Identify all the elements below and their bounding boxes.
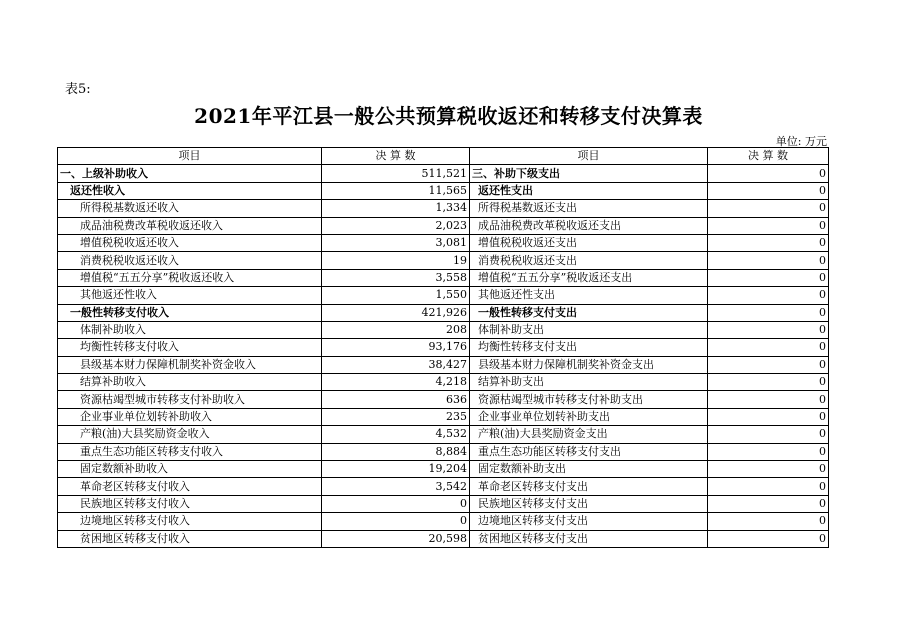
expenditure-item-cell: 增值税税收返还支出 xyxy=(470,234,708,251)
table-header-row xyxy=(58,148,829,165)
expenditure-item-cell: 重点生态功能区转移支付支出 xyxy=(470,443,708,460)
expenditure-amount-cell: 0 xyxy=(708,217,829,234)
table-row xyxy=(58,513,829,530)
table-row xyxy=(58,165,829,182)
page-title: 2021年平江县一般公共预算税收返还和转移支付决算表 xyxy=(194,104,703,128)
expenditure-amount-cell: 0 xyxy=(708,374,829,391)
unit-label: 单位: 万元 xyxy=(775,135,827,148)
income-item-cell: 县级基本财力保障机制奖补资金收入 xyxy=(58,356,322,373)
income-amount-cell: 636 xyxy=(322,391,470,408)
expenditure-item-cell: 贫困地区转移支付支出 xyxy=(470,530,708,547)
expenditure-amount-cell: 0 xyxy=(708,391,829,408)
expenditure-item-cell: 体制补助支出 xyxy=(470,321,708,338)
table-body xyxy=(58,165,829,548)
expenditure-amount-cell: 0 xyxy=(708,269,829,286)
table-row xyxy=(58,287,829,304)
income-amount-cell: 208 xyxy=(322,321,470,338)
table-row xyxy=(58,339,829,356)
expenditure-item-cell: 县级基本财力保障机制奖补资金支出 xyxy=(470,356,708,373)
table-row xyxy=(58,252,829,269)
table-number-label: 表5: xyxy=(65,82,91,97)
income-item-cell: 资源枯竭型城市转移支付补助收入 xyxy=(58,391,322,408)
income-item-cell: 贫困地区转移支付收入 xyxy=(58,530,322,547)
expenditure-amount-cell: 0 xyxy=(708,252,829,269)
income-amount-cell: 93,176 xyxy=(322,339,470,356)
expenditure-item-cell: 消费税税收返还支出 xyxy=(470,252,708,269)
expenditure-amount-cell: 0 xyxy=(708,443,829,460)
table-row xyxy=(58,408,829,425)
expenditure-item-cell: 成品油税费改革税收返还支出 xyxy=(470,217,708,234)
header-left-amount: 决 算 数 xyxy=(322,148,470,165)
expenditure-amount-cell: 0 xyxy=(708,426,829,443)
table-row xyxy=(58,217,829,234)
income-item-cell: 产粮(油)大县奖励资金收入 xyxy=(58,426,322,443)
expenditure-amount-cell: 0 xyxy=(708,234,829,251)
table-row xyxy=(58,234,829,251)
income-amount-cell: 19,204 xyxy=(322,461,470,478)
income-item-cell: 消费税税收返还收入 xyxy=(58,252,322,269)
expenditure-amount-cell: 0 xyxy=(708,200,829,217)
income-item-cell: 一、上级补助收入 xyxy=(58,165,322,182)
expenditure-amount-cell: 0 xyxy=(708,287,829,304)
expenditure-item-cell: 民族地区转移支付支出 xyxy=(470,495,708,512)
income-item-cell: 增值税税收返还收入 xyxy=(58,234,322,251)
income-item-cell: 体制补助收入 xyxy=(58,321,322,338)
income-amount-cell: 3,081 xyxy=(322,234,470,251)
expenditure-amount-cell: 0 xyxy=(708,461,829,478)
income-amount-cell: 1,550 xyxy=(322,287,470,304)
expenditure-item-cell: 革命老区转移支付支出 xyxy=(470,478,708,495)
expenditure-item-cell: 其他返还性支出 xyxy=(470,287,708,304)
header-right-item: 项目 xyxy=(470,148,708,165)
income-amount-cell: 511,521 xyxy=(322,165,470,182)
expenditure-item-cell: 资源枯竭型城市转移支付补助支出 xyxy=(470,391,708,408)
income-item-cell: 其他返还性收入 xyxy=(58,287,322,304)
income-amount-cell: 4,218 xyxy=(322,374,470,391)
table-row xyxy=(58,200,829,217)
income-item-cell: 重点生态功能区转移支付收入 xyxy=(58,443,322,460)
income-amount-cell: 3,558 xyxy=(322,269,470,286)
expenditure-item-cell: 三、补助下级支出 xyxy=(470,165,708,182)
income-item-cell: 企业事业单位划转补助收入 xyxy=(58,408,322,425)
budget-table xyxy=(57,147,829,548)
expenditure-amount-cell: 0 xyxy=(708,339,829,356)
table-row xyxy=(58,321,829,338)
expenditure-item-cell: 结算补助支出 xyxy=(470,374,708,391)
income-item-cell: 革命老区转移支付收入 xyxy=(58,478,322,495)
income-amount-cell: 235 xyxy=(322,408,470,425)
expenditure-amount-cell: 0 xyxy=(708,495,829,512)
income-item-cell: 所得税基数返还收入 xyxy=(58,200,322,217)
expenditure-amount-cell: 0 xyxy=(708,165,829,182)
table-row xyxy=(58,182,829,199)
income-amount-cell: 1,334 xyxy=(322,200,470,217)
income-amount-cell: 19 xyxy=(322,252,470,269)
income-amount-cell: 4,532 xyxy=(322,426,470,443)
income-item-cell: 均衡性转移支付收入 xyxy=(58,339,322,356)
table-row xyxy=(58,443,829,460)
table-row xyxy=(58,391,829,408)
expenditure-item-cell: 返还性支出 xyxy=(470,182,708,199)
table-row xyxy=(58,374,829,391)
expenditure-item-cell: 产粮(油)大县奖励资金支出 xyxy=(470,426,708,443)
income-item-cell: 成品油税费改革税收返还收入 xyxy=(58,217,322,234)
expenditure-item-cell: 企业事业单位划转补助支出 xyxy=(470,408,708,425)
expenditure-item-cell: 所得税基数返还支出 xyxy=(470,200,708,217)
income-amount-cell: 20,598 xyxy=(322,530,470,547)
income-item-cell: 一般性转移支付收入 xyxy=(58,304,322,321)
income-item-cell: 民族地区转移支付收入 xyxy=(58,495,322,512)
expenditure-item-cell: 边境地区转移支付支出 xyxy=(470,513,708,530)
expenditure-amount-cell: 0 xyxy=(708,513,829,530)
table-row xyxy=(58,269,829,286)
expenditure-amount-cell: 0 xyxy=(708,478,829,495)
income-amount-cell: 0 xyxy=(322,495,470,512)
header-left-item: 项目 xyxy=(58,148,322,165)
expenditure-amount-cell: 0 xyxy=(708,408,829,425)
expenditure-amount-cell: 0 xyxy=(708,304,829,321)
income-amount-cell: 2,023 xyxy=(322,217,470,234)
table-row xyxy=(58,530,829,547)
expenditure-item-cell: 一般性转移支付支出 xyxy=(470,304,708,321)
expenditure-item-cell: 均衡性转移支付支出 xyxy=(470,339,708,356)
income-amount-cell: 8,884 xyxy=(322,443,470,460)
table-row xyxy=(58,304,829,321)
expenditure-item-cell: 增值税“五五分享”税收返还支出 xyxy=(470,269,708,286)
income-item-cell: 边境地区转移支付收入 xyxy=(58,513,322,530)
income-amount-cell: 3,542 xyxy=(322,478,470,495)
header-right-amount: 决 算 数 xyxy=(708,148,829,165)
expenditure-amount-cell: 0 xyxy=(708,530,829,547)
income-item-cell: 固定数额补助收入 xyxy=(58,461,322,478)
income-amount-cell: 0 xyxy=(322,513,470,530)
table-row xyxy=(58,495,829,512)
income-amount-cell: 421,926 xyxy=(322,304,470,321)
income-item-cell: 返还性收入 xyxy=(58,182,322,199)
income-amount-cell: 11,565 xyxy=(322,182,470,199)
expenditure-amount-cell: 0 xyxy=(708,356,829,373)
table-row xyxy=(58,461,829,478)
table-row xyxy=(58,478,829,495)
expenditure-amount-cell: 0 xyxy=(708,182,829,199)
expenditure-amount-cell: 0 xyxy=(708,321,829,338)
income-item-cell: 增值税“五五分享”税收返还收入 xyxy=(58,269,322,286)
table-row xyxy=(58,356,829,373)
table-row xyxy=(58,426,829,443)
expenditure-item-cell: 固定数额补助支出 xyxy=(470,461,708,478)
income-item-cell: 结算补助收入 xyxy=(58,374,322,391)
income-amount-cell: 38,427 xyxy=(322,356,470,373)
